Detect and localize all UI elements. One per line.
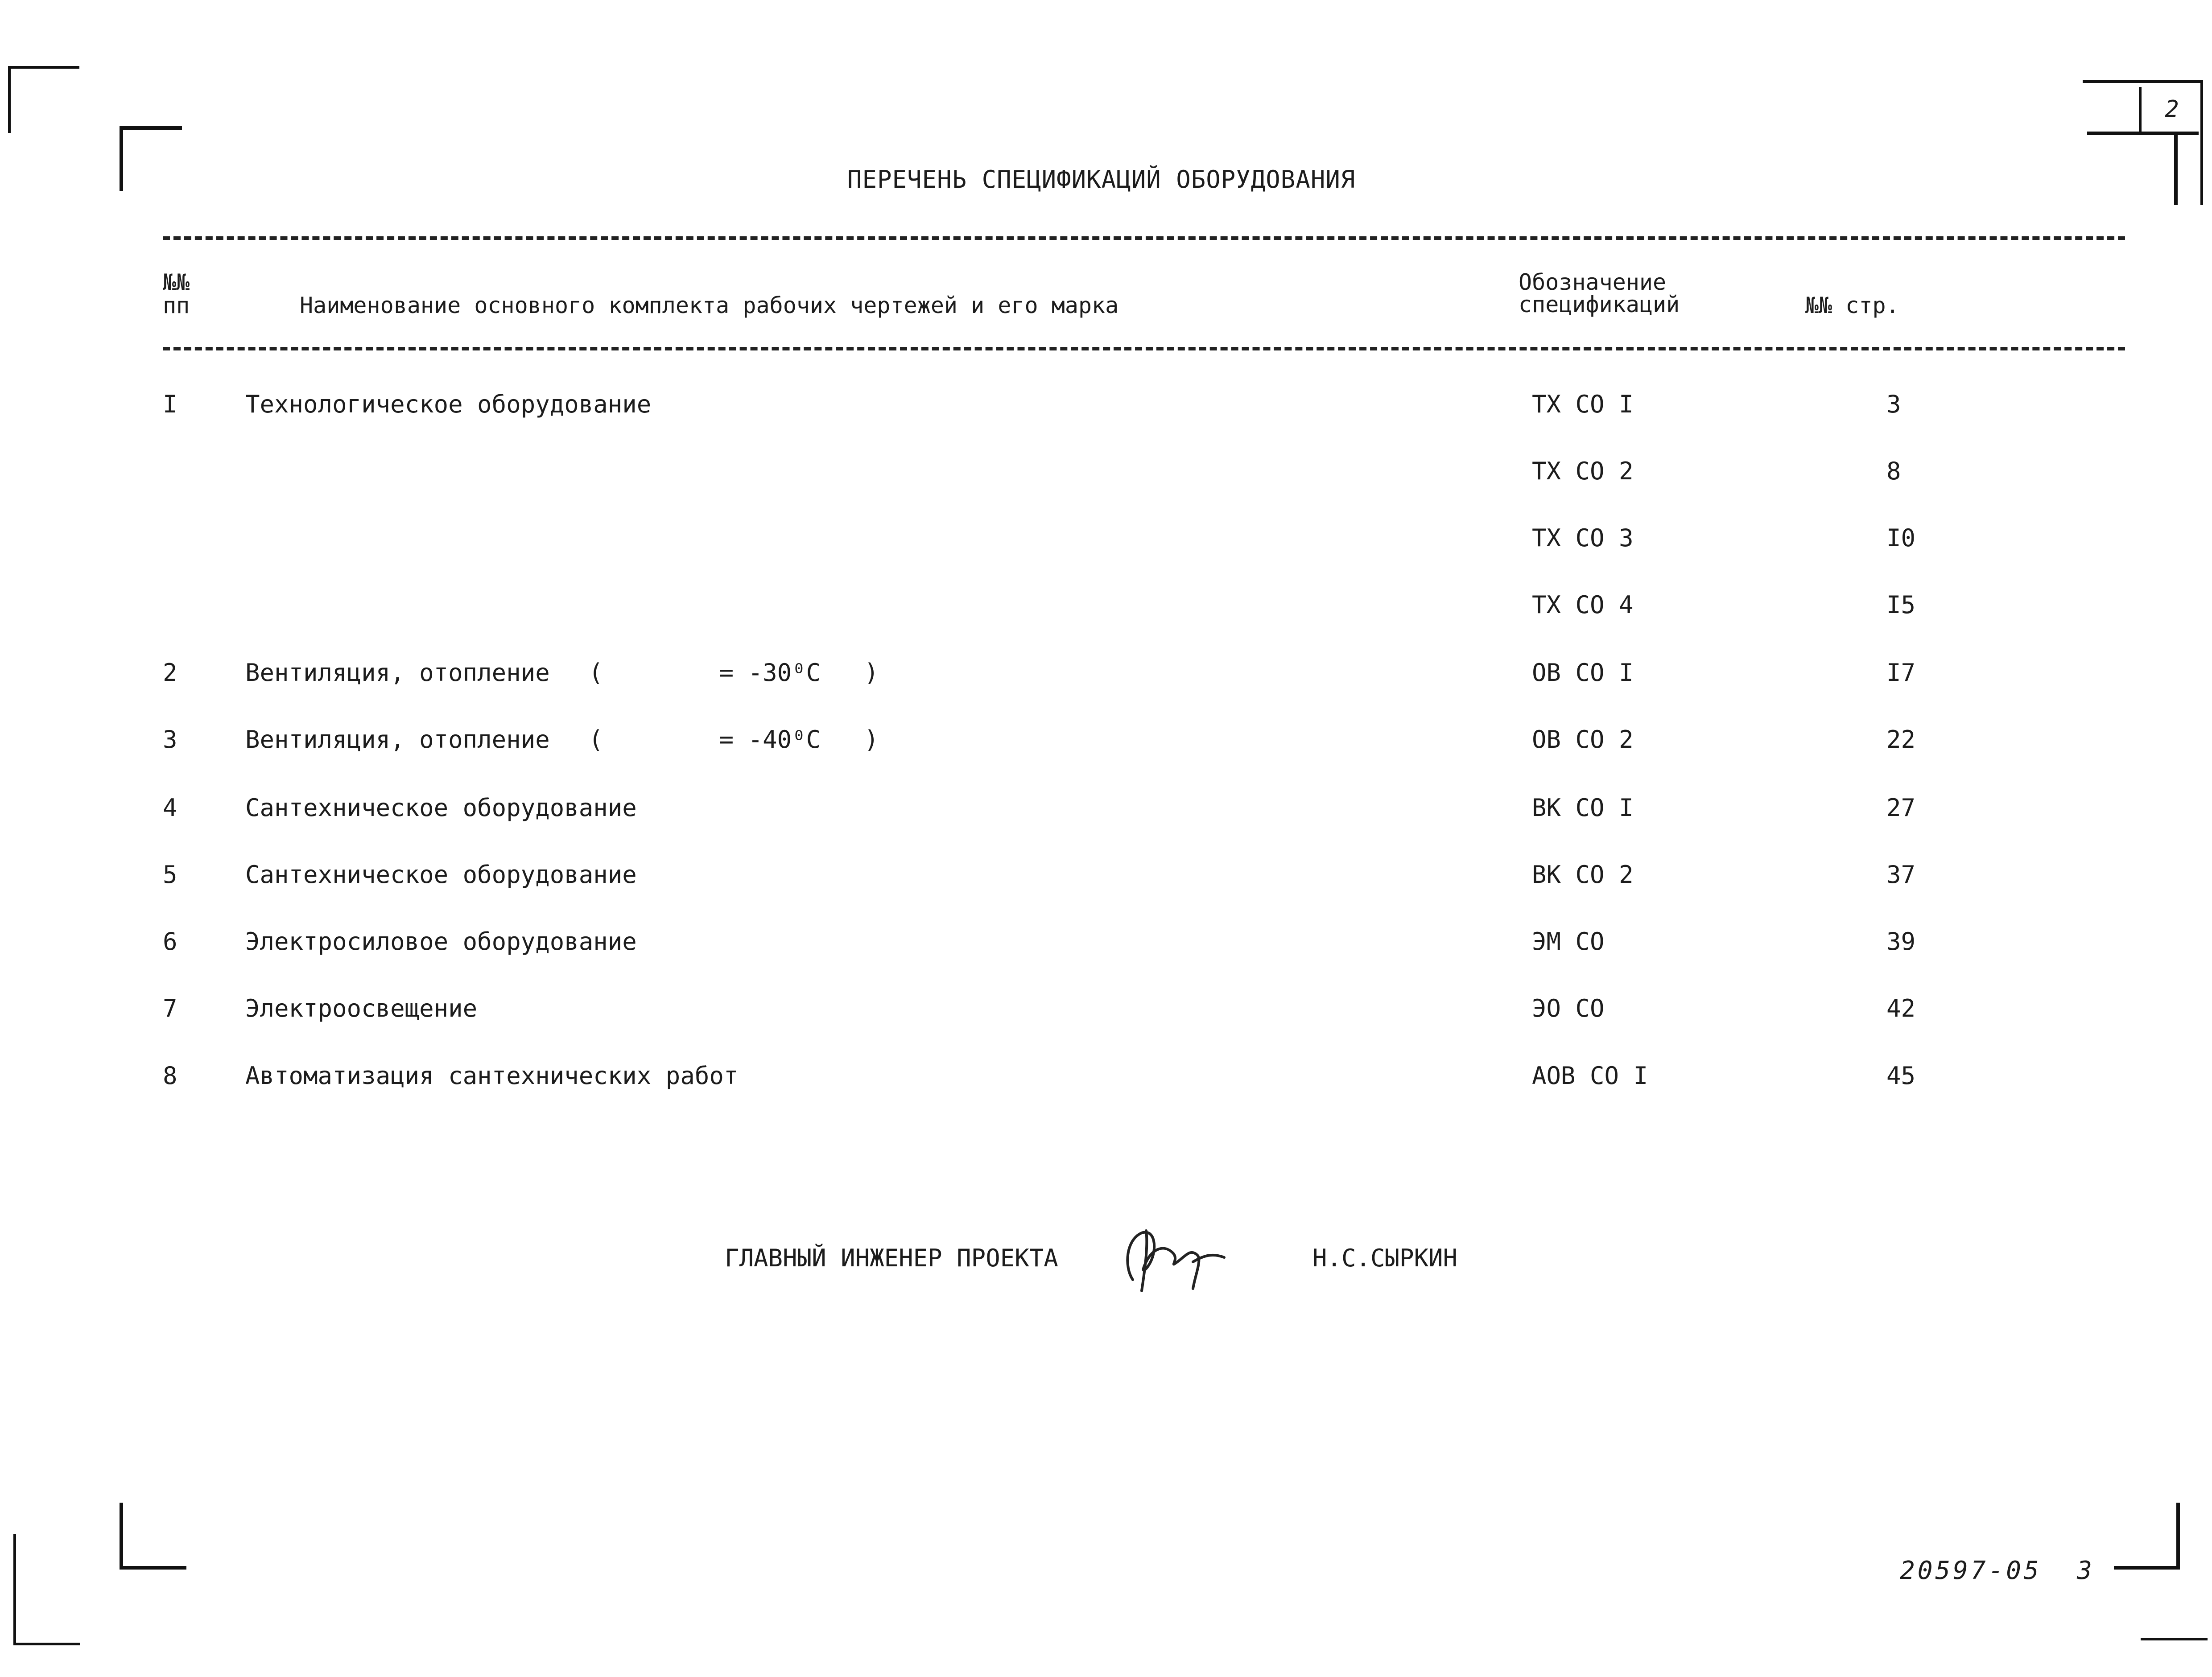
row-number: 4	[163, 794, 177, 822]
row-designation: ОВ СО I	[1532, 659, 1634, 687]
corner-mark-inner-top-right-h	[2087, 132, 2199, 135]
row-number: I	[163, 390, 177, 418]
row-number: 6	[163, 927, 177, 956]
corner-mark-inner-bottom-left-h	[120, 1566, 186, 1570]
row-page: I7	[1886, 659, 1916, 687]
corner-mark-outer-top-left-v	[8, 66, 11, 133]
row-name: Автоматизация сантехнических работ	[245, 1062, 739, 1090]
corner-mark-inner-top-right-v	[2174, 132, 2178, 205]
table-row	[0, 796, 2212, 827]
corner-mark-inner-top-left-h	[120, 126, 182, 130]
row-designation: ТХ СО 3	[1532, 524, 1634, 552]
table-row	[0, 927, 2212, 961]
corner-mark-outer-bottom-left-v	[13, 1534, 16, 1645]
row-page: 42	[1886, 994, 1916, 1022]
column-header-page: №№ стр.	[1805, 293, 1899, 318]
row-designation: ОВ СО 2	[1532, 725, 1634, 754]
column-header-num-line1: №№	[163, 269, 190, 295]
corner-mark-outer-bottom-right-h	[2141, 1638, 2208, 1640]
header-top-divider	[163, 236, 2125, 240]
corner-mark-outer-top-right-h	[2083, 80, 2203, 83]
row-designation: ТХ СО 2	[1532, 457, 1634, 485]
page-title: ПЕРЕЧЕНЬ СПЕЦИФИКАЦИЙ ОБОРУДОВАНИЯ	[847, 165, 1356, 194]
column-header-name: Наименование основного комплекта рабочих чертежей и его марка	[300, 293, 1119, 318]
column-header-designation-line1: Обозначение	[1519, 269, 1667, 295]
row-page: I5	[1886, 591, 1916, 619]
row-name: Электроосвещение	[245, 994, 478, 1022]
row-designation: ВК СО 2	[1532, 861, 1634, 889]
row-page: 8	[1886, 457, 1901, 485]
row-name: Вентиляция, отопление	[245, 725, 550, 754]
row-name: Технологическое оборудование	[245, 390, 652, 418]
row-designation: АОВ СО I	[1532, 1062, 1648, 1090]
header-bottom-divider	[163, 347, 2125, 350]
table-row	[0, 459, 2212, 490]
row-number: 5	[163, 861, 177, 889]
row-page: 37	[1886, 861, 1916, 889]
corner-mark-inner-bottom-right-v	[2176, 1503, 2180, 1570]
row-formula: ( = -30⁰С )	[589, 659, 879, 687]
table-row	[0, 725, 2212, 759]
row-page: 3	[1886, 390, 1901, 418]
row-name: Сантехническое оборудование	[245, 861, 637, 889]
row-page: 27	[1886, 794, 1916, 822]
signature-role: ГЛАВНЫЙ ИНЖЕНЕР ПРОЕКТА	[725, 1244, 1058, 1272]
corner-mark-outer-top-left-h	[8, 66, 79, 69]
page-number: 2	[2139, 87, 2202, 132]
document-code: 20597-05 3	[1900, 1556, 2095, 1585]
row-number: 7	[163, 994, 177, 1022]
corner-mark-inner-top-left-v	[120, 126, 123, 191]
row-designation: ЭМ СО	[1532, 927, 1605, 956]
row-designation: ТХ СО I	[1532, 390, 1634, 418]
corner-mark-inner-bottom-left-v	[120, 1503, 123, 1570]
row-designation: ВК СО I	[1532, 794, 1634, 822]
row-page: 22	[1886, 725, 1916, 754]
row-number: 2	[163, 659, 177, 687]
row-formula: ( = -40⁰С )	[589, 725, 879, 754]
column-header-designation-line2: спецификаций	[1519, 292, 1680, 317]
row-designation: ЭО СО	[1532, 994, 1605, 1022]
row-page: I0	[1886, 524, 1916, 552]
table-row	[0, 1064, 2212, 1095]
column-header-num-line2: пп	[163, 293, 190, 318]
table-row	[0, 994, 2212, 1028]
signature-mark	[1115, 1213, 1231, 1302]
table-row	[0, 392, 2212, 424]
table-row	[0, 593, 2212, 624]
row-name: Вентиляция, отопление	[245, 659, 550, 687]
row-number: 3	[163, 725, 177, 754]
row-number: 8	[163, 1062, 177, 1090]
row-page: 45	[1886, 1062, 1916, 1090]
corner-mark-inner-bottom-right-h	[2114, 1566, 2180, 1570]
corner-mark-outer-bottom-left-h	[13, 1643, 80, 1645]
table-row	[0, 863, 2212, 894]
row-page: 39	[1886, 927, 1916, 956]
row-designation: ТХ СО 4	[1532, 591, 1634, 619]
signature-name: Н.С.СЫРКИН	[1312, 1244, 1458, 1272]
row-name: Сантехническое оборудование	[245, 794, 637, 822]
row-name: Электросиловое оборудование	[245, 927, 637, 956]
table-row	[0, 526, 2212, 557]
table-row	[0, 661, 2212, 692]
